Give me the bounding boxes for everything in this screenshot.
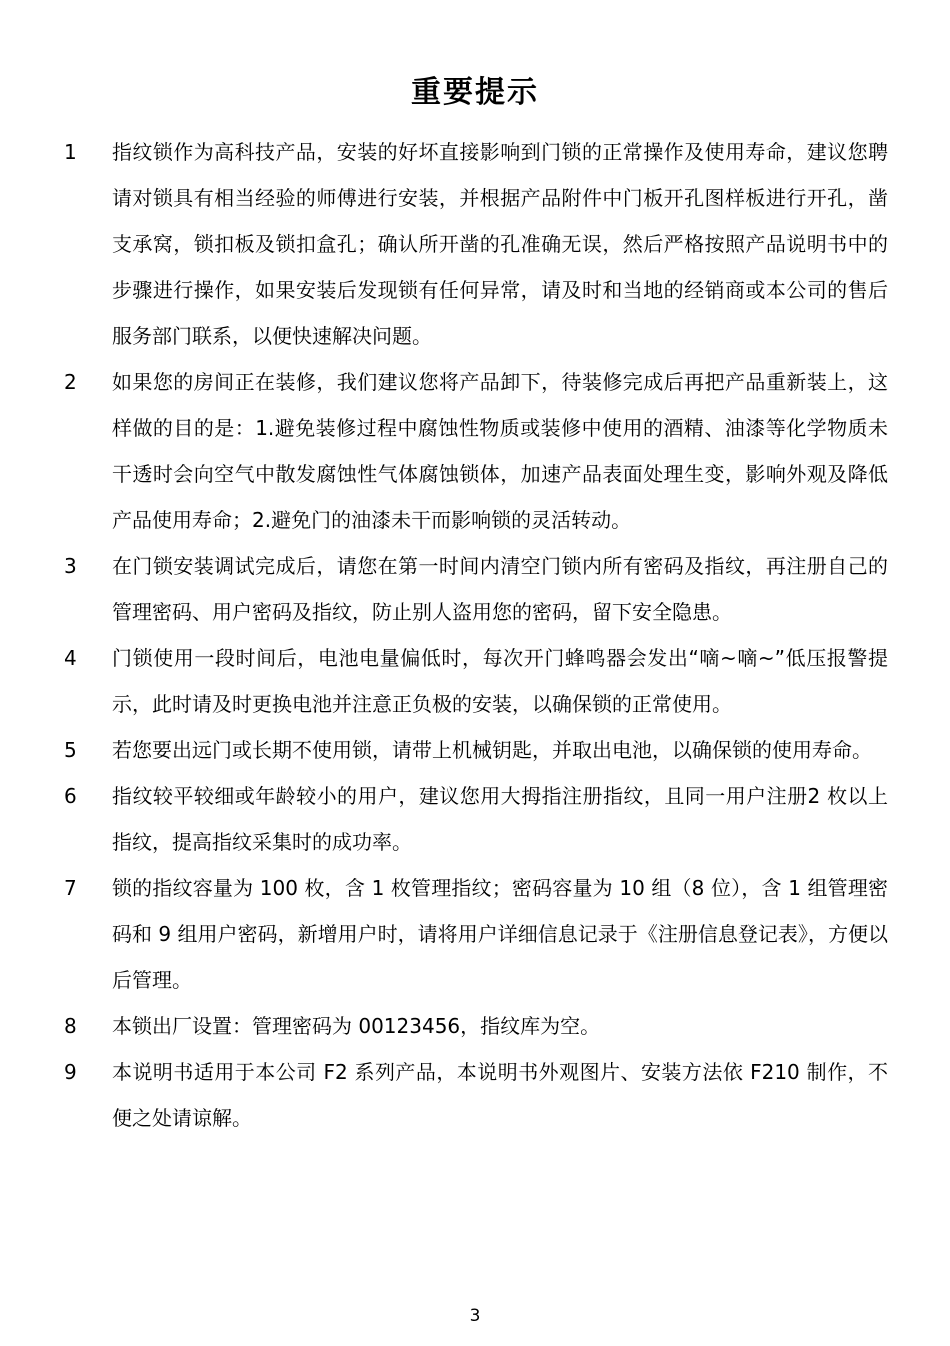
- list-item-tip-6: [0, 773, 950, 865]
- list-item-tip-8: [0, 1003, 950, 1049]
- list-item-tip-4: [0, 635, 950, 727]
- list-item-tip-5: [0, 727, 950, 773]
- tip-number: 9: [64, 1060, 77, 1084]
- tip-text: 门锁使用一段时间后，电池电量偏低时，每次开门蜂鸣器会发出“嘀~嘀~”低压报警提示，此时请及时更换电池并注意正负极的安装，以确保锁的正常使用。: [112, 646, 888, 716]
- tip-number: 2: [64, 370, 77, 394]
- list-item-tip-1: [0, 129, 950, 359]
- list-item-tip-3: [0, 543, 950, 635]
- tip-text: 本锁出厂设置：管理密码为 00123456，指纹库为空。: [112, 1014, 601, 1038]
- tip-number: 4: [64, 646, 77, 670]
- tip-text: 锁的指纹容量为 100 枚，含 1 枚管理指纹；密码容量为 10 组（8 位），含 1 组管理密码和 9 组用户密码，新增用户时，请将用户详细信息记录于《注册信息登记表》，方便以后管理。: [112, 876, 888, 992]
- tips-list: [0, 129, 950, 1141]
- list-item-tip-9: [0, 1049, 950, 1141]
- tip-number: 7: [64, 876, 77, 900]
- tip-number: 5: [64, 738, 77, 762]
- tip-text: 指纹锁作为高科技产品，安装的好坏直接影响到门锁的正常操作及使用寿命，建议您聘请对锁具有相当经验的师傅进行安装，并根据产品附件中门板开孔图样板进行开孔，凿支承窝，锁扣板及锁扣盒孔；确认所开凿的孔准确无误，然后严格按照产品说明书中的步骤进行操作，如果安装后发现锁有任何异常，请及时和当地的经销商或本公司的售后服务部门联系，以便快速解决问题。: [112, 140, 888, 348]
- tip-text: 如果您的房间正在装修，我们建议您将产品卸下，待装修完成后再把产品重新装上，这样做的目的是：1.避免装修过程中腐蚀性物质或装修中使用的酒精、油漆等化学物质未干透时会向空气中散发腐蚀性气体腐蚀锁体，加速产品表面处理生变，影响外观及降低产品使用寿命；2.避免门的油漆未干而影响锁的灵活转动。: [112, 370, 888, 532]
- page-title: 重要提示: [411, 75, 539, 110]
- tip-number: 3: [64, 554, 77, 578]
- list-item-tip-2: [0, 359, 950, 543]
- tip-number: 1: [64, 140, 77, 164]
- tip-number: 8: [64, 1014, 77, 1038]
- tip-text: 在门锁安装调试完成后，请您在第一时间内清空门锁内所有密码及指纹，再注册自己的管理密码、用户密码及指纹，防止别人盗用您的密码，留下安全隐患。: [112, 554, 888, 624]
- tip-text: 若您要出远门或长期不使用锁，请带上机械钥匙，并取出电池，以确保锁的使用寿命。: [112, 738, 872, 762]
- page-number: 3: [469, 1306, 481, 1326]
- tip-number: 6: [64, 784, 77, 808]
- tip-text: 本说明书适用于本公司 F2 系列产品，本说明书外观图片、安装方法依 F210 制作，不便之处请谅解。: [112, 1060, 888, 1130]
- tip-text: 指纹较平较细或年龄较小的用户，建议您用大拇指注册指纹，且同一用户注册2 枚以上指纹，提高指纹采集时的成功率。: [112, 784, 888, 854]
- list-item-tip-7: [0, 865, 950, 1003]
